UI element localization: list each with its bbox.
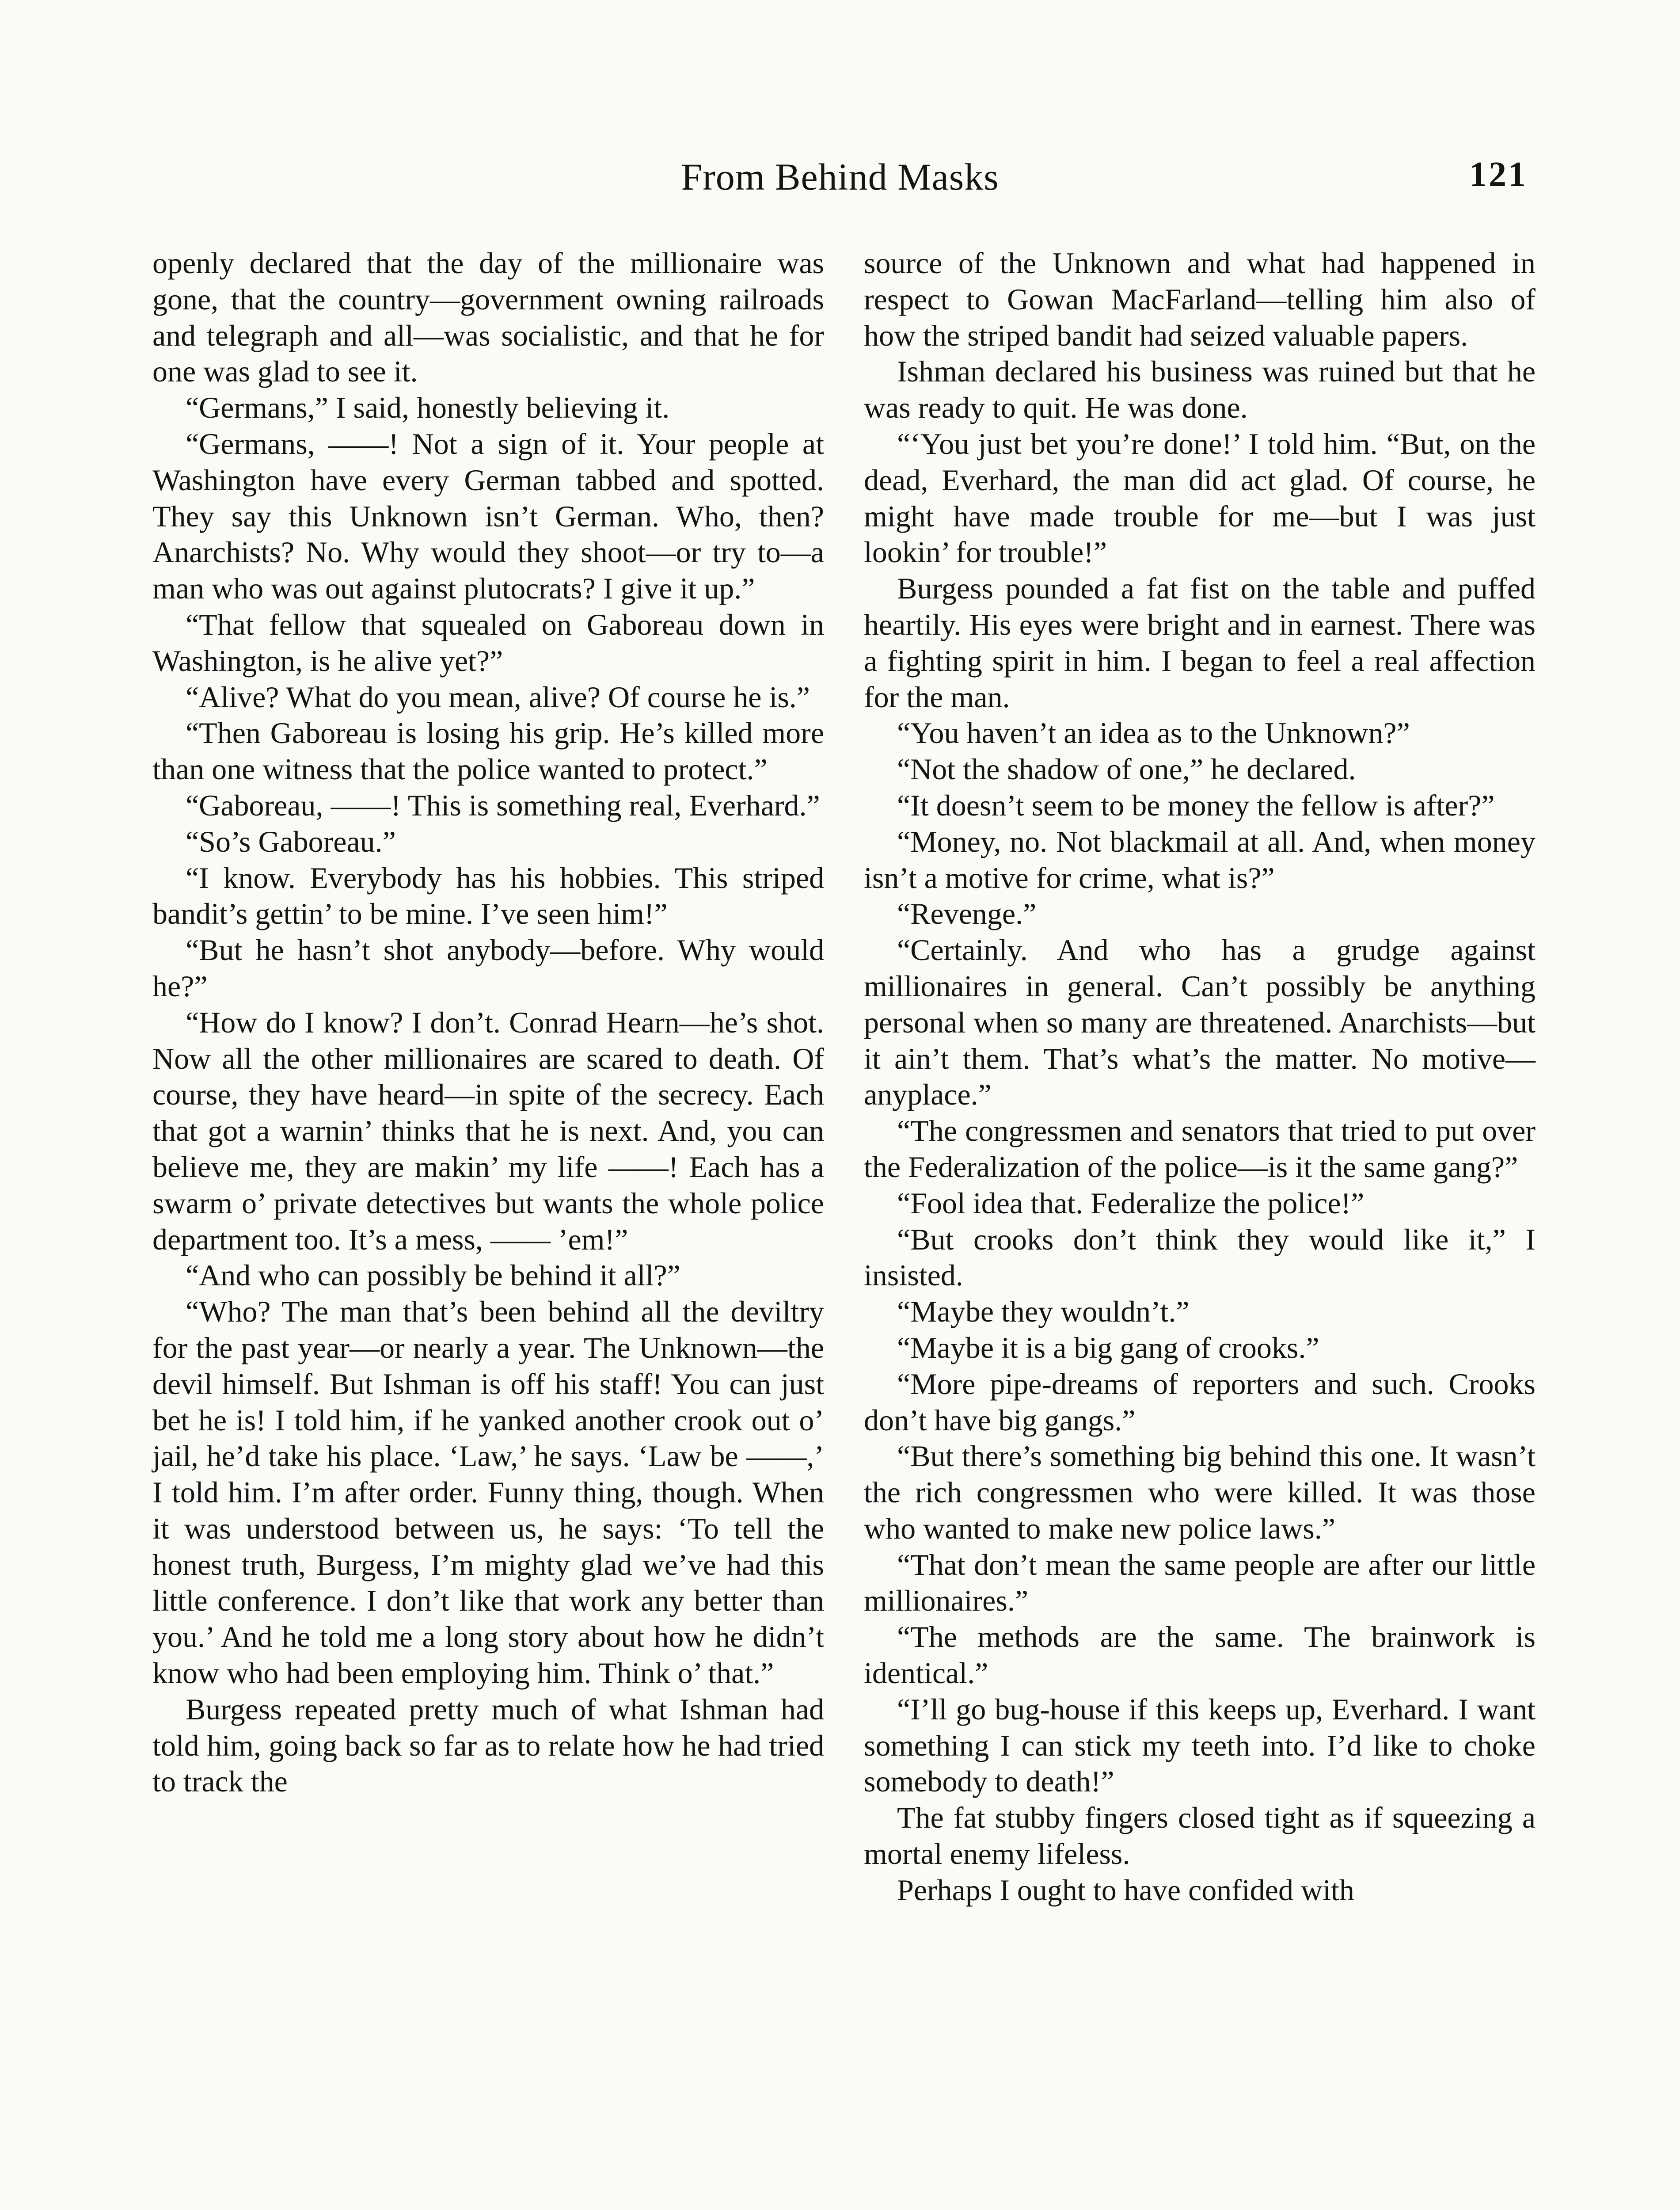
paragraph: “Germans,” I said, honestly believing it. [186,391,670,425]
paragraph: “That don’t mean the same people are after our little millionaires.” [864,1547,1536,1618]
paragraph: “But crooks don’t think they would like it,” I insisted. [864,1222,1536,1292]
paragraph: “Then Gaboreau is losing his grip. He’s killed more than one witness that the police wanted to protect.” [152,716,824,786]
paragraph: Ishman declared his business was ruined but that he was ready to quit. He was done. [864,354,1536,425]
paragraph: Burgess pounded a fat fist on the table and puffed heartily. His eyes were bright and in earnest. There was a fighting spirit in him. I began to feel a real affection for the man. [864,572,1536,714]
paragraph: “Certainly. And who has a grudge against millionaires in general. Can’t possibly be anything personal when so many are threatened. Anarchists—but it ain’t them. That’s what’s the matter. No motive—anyplace.” [864,933,1536,1112]
paragraph: “But there’s something big behind this one. It wasn’t the rich congressmen who were killed. It was those who wanted to make new police laws.” [864,1439,1536,1545]
paragraph: “Who? The man that’s been behind all the deviltry for the past year—or nearly a year. The Unknown—the devil himself. But Ishman is off his staff! You can just bet he is! I told him, if he yanked another crook out o’ jail, he’d take his place. ‘Law,’ he says. ‘Law be ——,’ I told him. I’m after order. Funny thing, though. When it was understood between us, he says: ‘To tell the honest truth, Burgess, I’m mighty glad we’ve had this little conference. I don’t like that work any better than you.’ And he told me a long story about how he didn’t know who had been employing him. Think o’ that.” [152,1295,824,1690]
paragraph: “Revenge.” [897,897,1037,931]
paragraph: “Maybe it is a big gang of crooks.” [897,1330,1319,1364]
paragraph: The fat stubby fingers closed tight as if squeezing a mortal enemy lifeless. [864,1801,1536,1871]
page-header [152,155,1528,208]
right-column [864,245,1536,1909]
paragraph: “Germans, ——! Not a sign of it. Your people at Washington have every German tabbed and spotted. They say this Unknown isn’t German. Who, then? Anarchists? No. Why would they shoot—or try to—a man who was out against plutocrats? I give it up.” [152,427,824,606]
paragraph: “Maybe they wouldn’t.” [897,1295,1190,1329]
paragraph: “So’s Gaboreau.” [186,824,396,858]
paragraph: “More pipe-dreams of reporters and such. Crooks don’t have big gangs.” [864,1367,1536,1437]
paragraph: “The methods are the same. The brainwork is identical.” [864,1620,1536,1690]
paragraph: “I know. Everybody has his hobbies. This striped bandit’s gettin’ to be mine. I’ve seen him!” [152,861,824,931]
paragraph: openly declared that the day of the millionaire was gone, that the country—government owning railroads and telegraph and all—was socialistic, and that he for one was glad to see it. [152,246,824,389]
paragraph: “You haven’t an idea as to the Unknown?” [897,716,1410,750]
paragraph: “Not the shadow of one,” he declared. [897,752,1356,786]
paragraph: “Fool idea that. Federalize the police!” [897,1186,1365,1220]
paragraph: “Alive? What do you mean, alive? Of course he is.” [186,680,810,714]
paragraph: “It doesn’t seem to be money the fellow is after?” [897,788,1495,822]
paragraph: “Gaboreau, ——! This is something real, Everhard.” [186,788,820,822]
paragraph: “The congressmen and senators that tried to put over the Federalization of the police—is it the same gang?” [864,1114,1536,1184]
left-column [152,245,824,1800]
paragraph: Burgess repeated pretty much of what Ishman had told him, going back so far as to relate how he had tried to track the [152,1692,824,1798]
paragraph: “That fellow that squealed on Gaboreau down in Washington, is he alive yet?” [152,607,824,678]
paragraph: “Money, no. Not blackmail at all. And, when money isn’t a motive for crime, what is?” [864,824,1536,895]
running-title: From Behind Masks [681,156,999,198]
paragraph: “How do I know? I don’t. Conrad Hearn—he’s shot. Now all the other millionaires are scared to death. Of course, they have heard—in spite of the secrecy. Each that got a warnin’ thinks that he is next. And, you can believe me, they are makin’ my life ——! Each has a swarm o’ private detectives but wants the whole police department too. It’s a mess, —— ’em!” [152,1005,824,1256]
paragraph: “‘You just bet you’re done!’ I told him. “But, on the dead, Everhard, the man did act glad. Of course, he might have made trouble for me—but I was just lookin’ for trouble!” [864,427,1536,569]
paragraph: “And who can possibly be behind it all?” [186,1258,680,1292]
page-number: 121 [1469,155,1528,194]
paragraph: Perhaps I ought to have confided with [897,1873,1354,1907]
paragraph: “But he hasn’t shot anybody—before. Why would he?” [152,933,824,1003]
paragraph: “I’ll go bug-house if this keeps up, Everhard. I want something I can stick my teeth into. I’d like to choke somebody to death!” [864,1692,1536,1798]
paragraph: source of the Unknown and what had happened in respect to Gowan MacFarland—telling him also of how the striped bandit had seized valuable papers. [864,246,1536,352]
